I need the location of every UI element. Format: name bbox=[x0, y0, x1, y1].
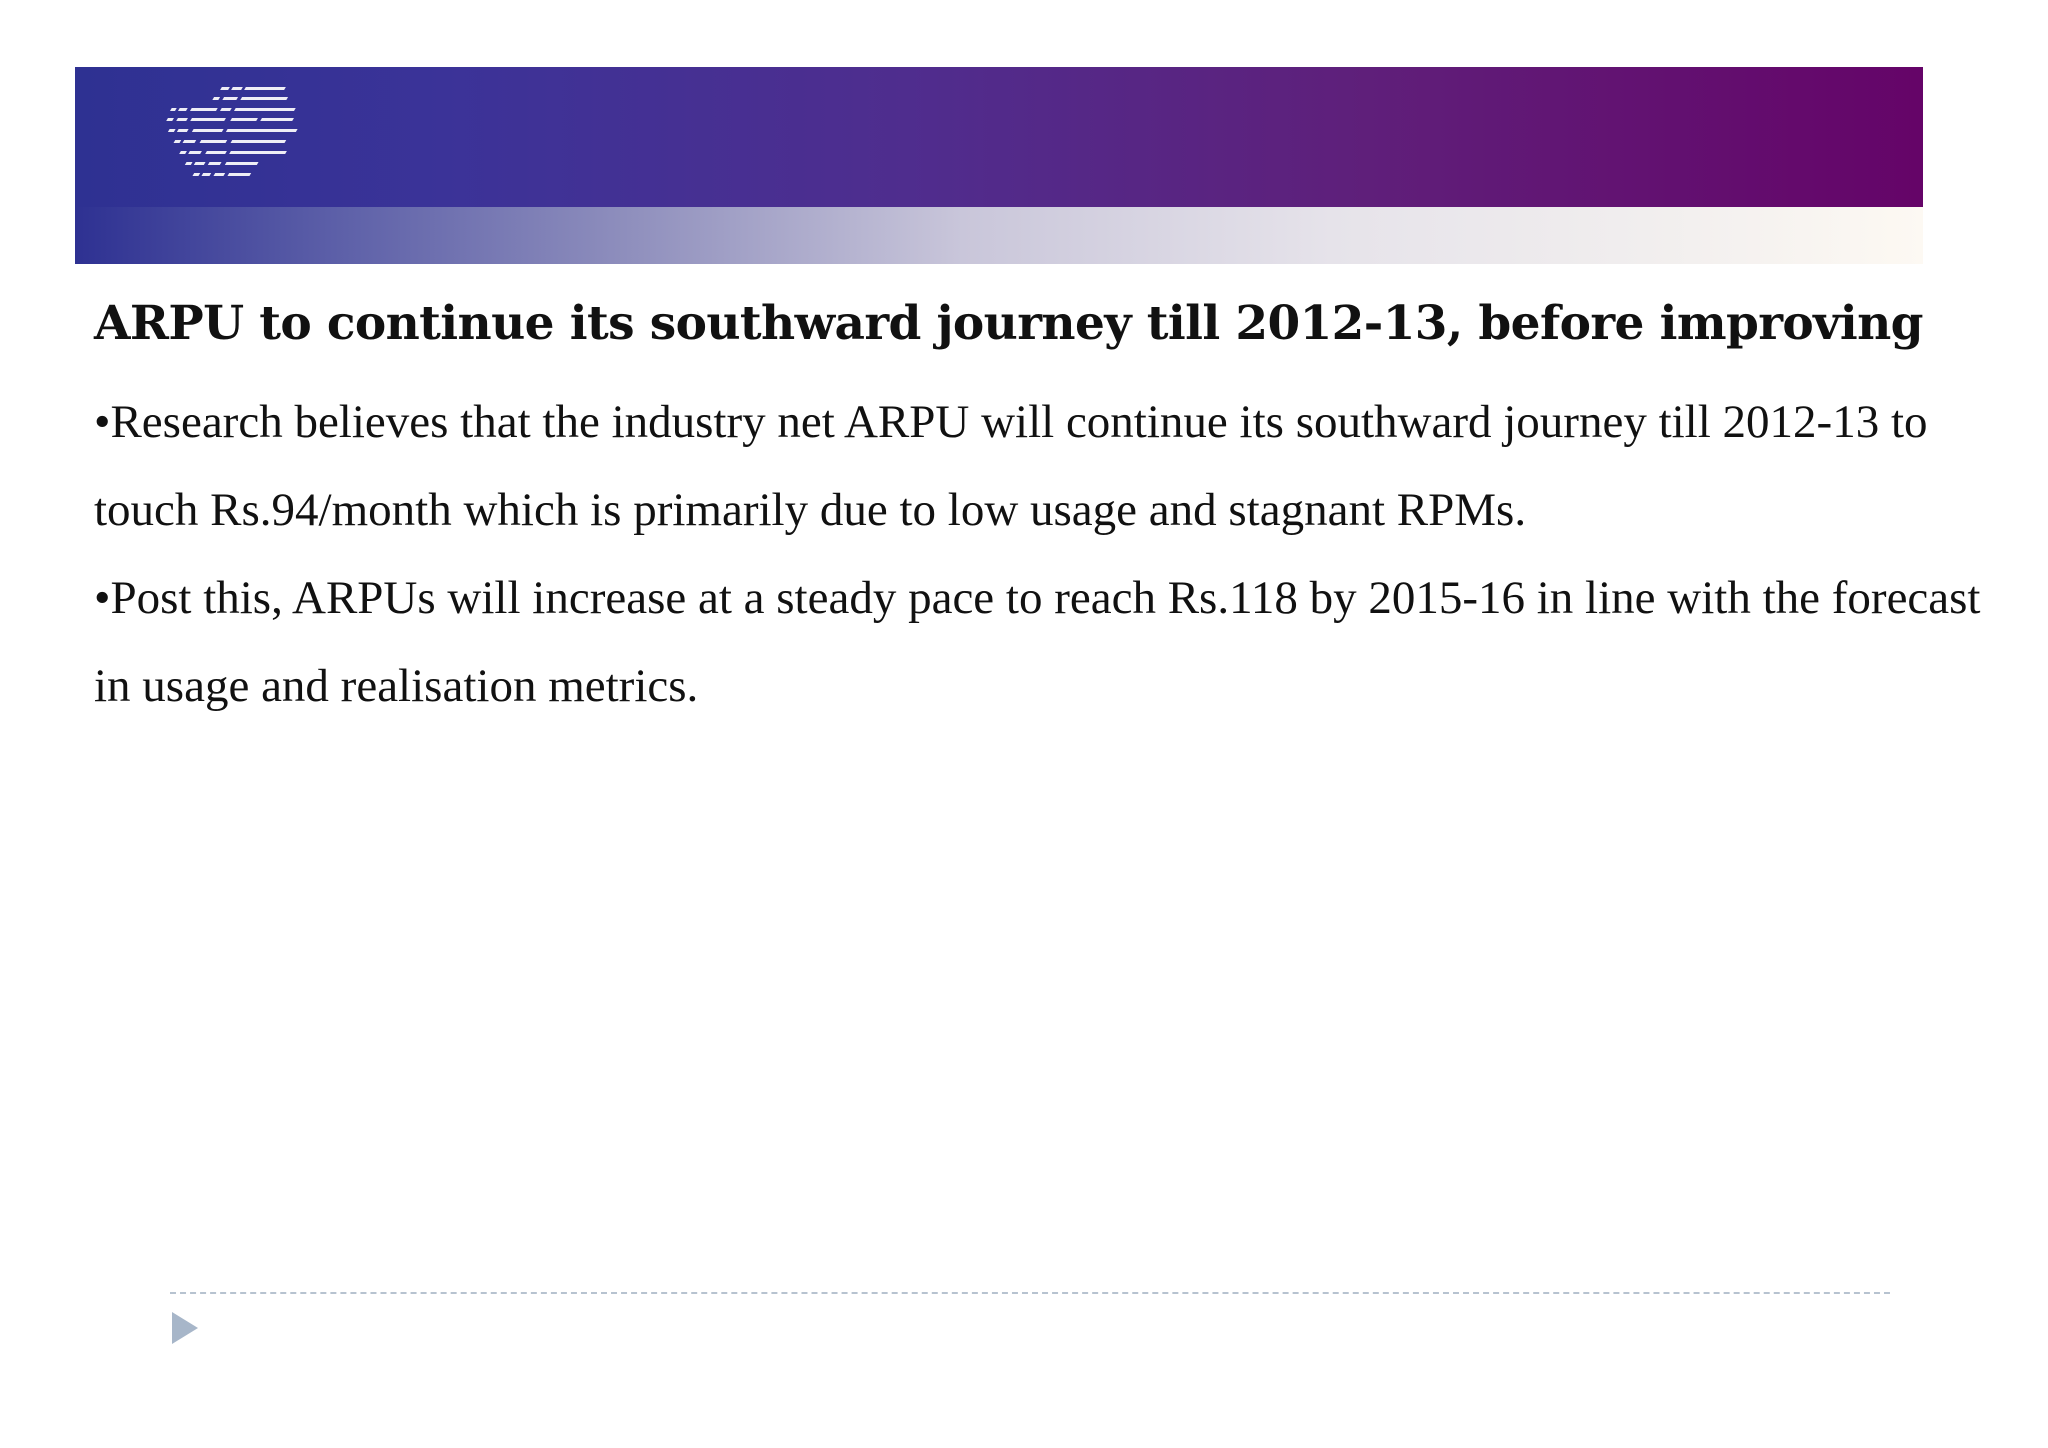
header-banner bbox=[75, 67, 1923, 264]
banner-top-band bbox=[75, 67, 1923, 207]
banner-bottom-fade bbox=[75, 207, 1923, 264]
bullet-paragraph-1: •Research believes that the industry net ARPU will continue its southward journey till 2012-13 to touch Rs.94/month which is primarily due to low usage and stagnant RPMs. bbox=[94, 396, 1928, 536]
slide-body bbox=[94, 378, 1994, 730]
striped-company-logo-icon bbox=[103, 85, 333, 195]
play-triangle-icon bbox=[170, 1310, 200, 1346]
footer-divider bbox=[170, 1292, 1890, 1294]
slide-title: ARPU to continue its southward journey till 2012-13, before improving bbox=[94, 296, 1923, 351]
bullet-paragraph-2: •Post this, ARPUs will increase at a steady pace to reach Rs.118 by 2015-16 in line with the forecast in usage and realisation metrics. bbox=[94, 572, 1981, 712]
